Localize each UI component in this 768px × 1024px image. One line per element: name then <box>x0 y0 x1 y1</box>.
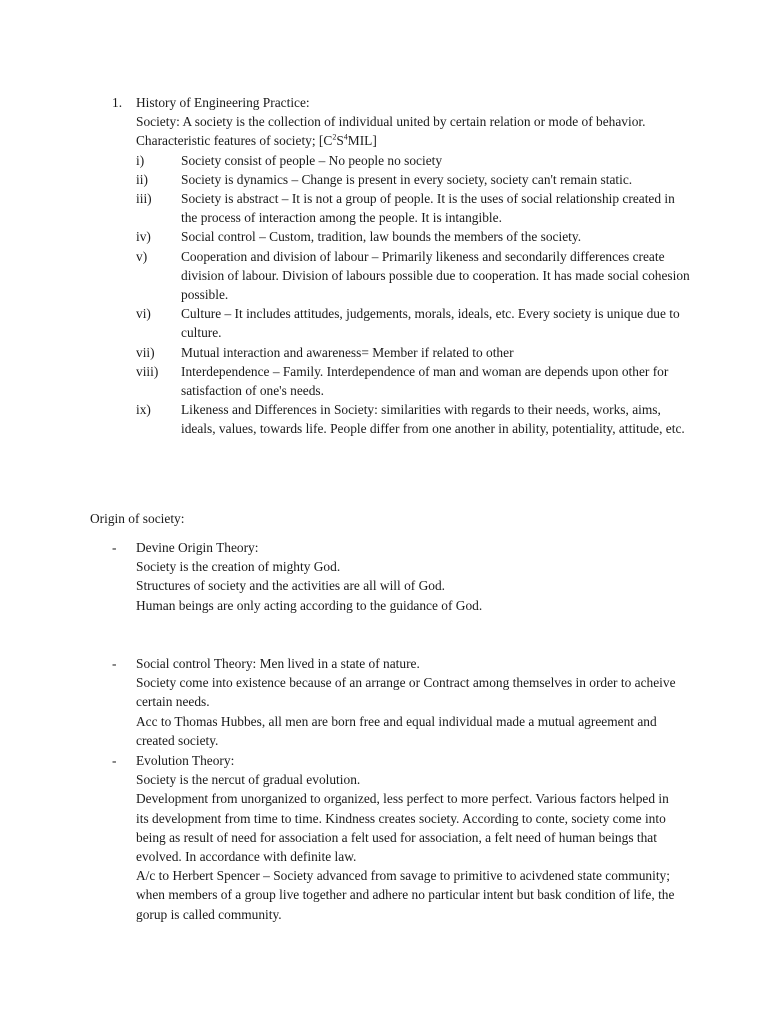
list-text: Society is abstract – It is not a group of people. It is the uses of social relationship created in the process of interaction among the people. It is intangible. <box>181 191 675 226</box>
list-numeral: vii) <box>136 344 155 360</box>
characteristics-superscript-2: 4 <box>343 132 348 142</box>
theory-line: Society is the nercut of gradual evolution. <box>136 772 361 788</box>
list-item <box>0 362 691 400</box>
section-number: 1. <box>112 95 123 110</box>
theory-title: Evolution Theory: <box>136 753 235 768</box>
list-item <box>0 343 691 362</box>
society-definition: Society: A society is the collection of individual united by certain relation or mode of behavior. <box>136 114 646 130</box>
list-numeral: ii) <box>136 171 148 187</box>
list-numeral: iii) <box>136 191 152 206</box>
bullet-dash: - <box>112 753 117 768</box>
list-numeral: v) <box>136 248 148 264</box>
origin-heading: Origin of society: <box>90 511 185 526</box>
theory-line: A/c to Herbert Spencer – Society advanced from savage to primitive to acivdened state community; when members of a group live together and adhere no particular intent but bask condition of life, the gorup is called community. <box>136 868 675 922</box>
section-title: History of Engineering Practice: <box>136 95 310 110</box>
list-numeral: i) <box>136 152 145 168</box>
theory-line: Acc to Thomas Hubbes, all men are born free and equal individual made a mutual agreement and created society. <box>136 713 657 748</box>
theory-line: Development from unorganized to organized, less perfect to more perfect. Various factors helped in its development from time to time. Kindness creates society. According to conte, society come into being as result of need for association a felt used for association, a felt need of human beings that evolved. In accordance with definite law. <box>136 791 669 865</box>
characteristics-intro-end: MIL] <box>347 133 377 149</box>
section-history <box>0 93 768 439</box>
list-item <box>0 227 691 246</box>
list-item <box>0 247 691 305</box>
list-numeral: vi) <box>136 306 151 322</box>
characteristics-intro-mid: S <box>336 133 344 149</box>
characteristics-superscript-1: 2 <box>332 132 337 142</box>
list-item <box>0 170 691 189</box>
list-numeral: ix) <box>136 402 151 418</box>
list-text: Cooperation and division of labour – Primarily likeness and secondarily differences create division of labour. Division of labours possible due to cooperation. It has made social cohesion possible. <box>181 248 690 303</box>
theory-line: Structures of society and the activities are all will of God. <box>136 578 446 594</box>
theory-text <box>136 751 684 924</box>
social-control-theory <box>0 654 768 750</box>
list-text: Society is dynamics – Change is present in every society, society can't remain static. <box>181 171 633 187</box>
list-text: Social control – Custom, tradition, law bounds the members of the society. <box>181 229 582 245</box>
list-item <box>0 400 691 438</box>
list-text: Culture – It includes attitudes, judgements, morals, ideals, etc. Every society is unique due to culture. <box>181 306 680 341</box>
list-item <box>0 304 691 342</box>
theory-title: Social control Theory: Men lived in a state of nature. <box>136 656 420 671</box>
section-heading <box>0 93 768 112</box>
evolution-theory <box>0 751 768 924</box>
theory-text <box>136 654 684 750</box>
theory-text <box>136 538 684 615</box>
list-text: Society consist of people – No people no society <box>181 152 443 168</box>
list-numeral: viii) <box>136 363 159 379</box>
list-text: Likeness and Differences in Society: similarities with regards to their needs, works, aims, ideals, values, towards life. People differ from one another in ability, potentiality, attitude, etc. <box>181 402 685 437</box>
divine-origin-theory <box>0 538 768 615</box>
features-list <box>0 151 768 439</box>
bullet-dash: - <box>112 540 117 555</box>
theory-line: Human beings are only acting according to the guidance of God. <box>136 597 483 613</box>
list-numeral: iv) <box>136 229 151 245</box>
theory-line: Society come into existence because of an arrange or Contract among themselves in order to acheive certain needs. <box>136 675 676 710</box>
bullet-dash: - <box>112 656 117 671</box>
list-text: Mutual interaction and awareness= Member if related to other <box>181 344 514 360</box>
list-item <box>0 189 691 227</box>
characteristics-intro <box>136 131 696 150</box>
theory-title: Devine Origin Theory: <box>136 540 259 555</box>
list-text: Interdependence – Family. Interdependence of man and woman are depends upon other for satisfaction of one's needs. <box>181 363 669 399</box>
list-item <box>0 151 691 170</box>
theory-line: Society is the creation of mighty God. <box>136 559 341 575</box>
characteristics-intro-text: Characteristic features of society; [C <box>136 133 333 149</box>
